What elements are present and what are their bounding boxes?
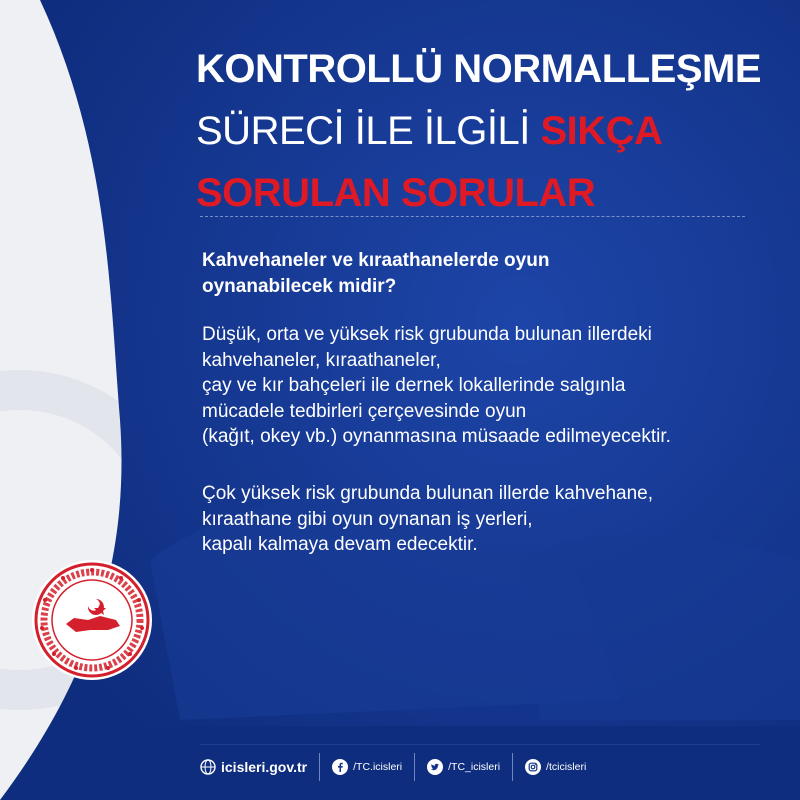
title-line-2-white: SÜRECİ İLE İLGİLİ xyxy=(196,109,541,153)
answer-line: Çok yüksek risk grubunda bulunan illerde kahvehane, xyxy=(202,483,653,504)
twitter-text: /TC_icisleri xyxy=(448,761,501,773)
title-line-1: KONTROLLÜ NORMALLEŞME xyxy=(196,47,762,91)
page-title xyxy=(196,38,776,224)
facebook-text: /TC.icisleri xyxy=(353,761,403,773)
instagram-link[interactable] xyxy=(512,753,598,781)
globe-icon xyxy=(200,759,216,775)
twitter-icon xyxy=(427,759,443,775)
title-line-3: SORULAN SORULAR xyxy=(196,171,596,215)
question-line: oynanabilecek midir? xyxy=(202,276,397,297)
website-link[interactable] xyxy=(200,753,319,781)
question-line: Kahvehaneler ve kıraathanelerde oyun xyxy=(202,250,550,271)
title-divider xyxy=(200,216,745,217)
title-line-2 xyxy=(196,100,776,162)
answer-line: (kağıt, okey vb.) oynanmasına müsaade edilmeyecektir. xyxy=(202,426,671,447)
question-text xyxy=(202,248,722,300)
facebook-link[interactable] xyxy=(319,753,414,781)
twitter-link[interactable] xyxy=(414,753,512,781)
answer-paragraph-1 xyxy=(202,322,762,450)
footer-bar xyxy=(200,744,760,789)
facebook-icon xyxy=(332,759,348,775)
instagram-icon xyxy=(525,759,541,775)
answer-paragraph-2 xyxy=(202,481,762,558)
answer-line: kahvehaneler, kıraathaneler, xyxy=(202,349,441,371)
instagram-text: /tcicisleri xyxy=(546,761,587,773)
ministry-seal-logo xyxy=(30,558,154,682)
answer-line: Düşük, orta ve yüksek risk grubunda bulunan illerdeki xyxy=(202,324,652,345)
answer-line: mücadele tedbirleri çerçevesinde oyun xyxy=(202,400,527,422)
answer-line: çay ve kır bahçeleri ile dernek lokallerinde salgınla xyxy=(202,375,626,396)
answer-line: kapalı kalmaya devam edecektir. xyxy=(202,534,478,555)
title-line-2-red: SIKÇA xyxy=(540,109,663,153)
answer-line: kıraathane gibi oyun oynanan iş yerleri, xyxy=(202,508,533,530)
website-text: icisleri.gov.tr xyxy=(221,759,308,775)
